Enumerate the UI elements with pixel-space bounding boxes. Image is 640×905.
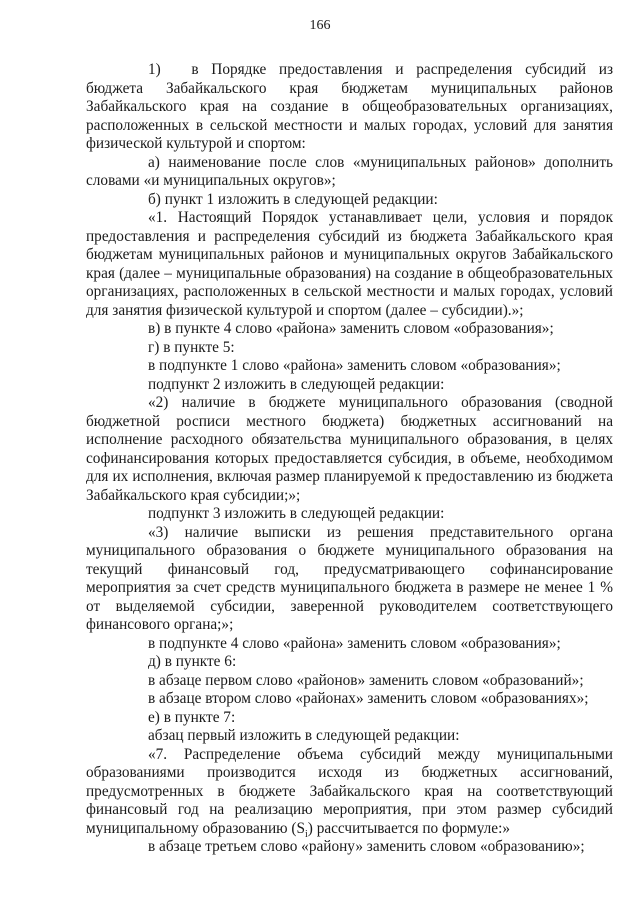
paragraph-9: «2) наличие в бюджете муниципального образования (сводной бюджетной росписи местного бюджета) бюджетных ассигнований на исполнение расходного обязательства муниципального образования, в целях софинансирования которых предоставляется субсидия, в объеме, необходимом для их исполнения, включая размер планируемой к предоставлению из бюджета Забайкальского края субсидии;»;: [86, 394, 613, 504]
paragraph-5: в) в пункте 4 слово «района» заменить словом «образования»;: [148, 320, 554, 337]
paragraph-16: е) в пункте 7:: [148, 708, 236, 726]
formula-subscript: i: [305, 828, 308, 840]
paragraph-10: подпункт 3 изложить в следующей редакции:: [148, 505, 445, 522]
paragraph-1: 1) в Порядке предоставления и распределения субсидий из бюджета Забайкальского края бюджетам муниципальных районов Забайкальского края на создание в общеобразовательных организациях, расположенных в сельской местности и малых городах, условий для занятия физической культурой и спортом:: [86, 61, 613, 152]
paragraph-7: в подпункте 1 слово «района» заменить словом «образования»;: [148, 357, 561, 374]
paragraph-19: в абзаце третьем слово «району» заменить словом «образованию»;: [148, 838, 585, 855]
paragraph-3: б) пункт 1 изложить в следующей редакции:: [148, 190, 438, 208]
paragraph-13: д) в пункте 6:: [148, 653, 237, 670]
paragraph-6: г) в пункте 5:: [148, 338, 235, 356]
paragraph-2: а) наименование после слов «муниципальных районов» дополнить словами «и муниципальных округов»;: [86, 153, 613, 189]
paragraph-11: «3) наличие выписки из решения представительного органа муниципального образования о бюджете муниципального образования на текущий финансовый год, предусматривающего софинансирование мероприятия за счет средств муниципального бюджета в размере не менее 1 % от выделяемой субсидии, заверенной руководителем соответствующего финансового органа;»;: [86, 523, 613, 633]
paragraph-4: «1. Настоящий Порядок устанавливает цели, условия и порядок предоставления и распределения субсидий из бюджета Забайкальского края бюджетам муниципальных районов и муниципальных округов Забайкальского края (далее – муниципальные образования) на создание в общеобразовательных организациях, расположенных в сельской местности и малых городах, условий для занятия физической культурой и спортом (далее – субсидии).»;: [86, 209, 613, 319]
paragraph-18-text: «7. Распределение объема субсидий между муниципальными образованиями производится исходя из бюджетных ассигнований, предусмотренных в бюджете Забайкальского края на соответствующий финансовый год на реализацию мероприятия, при этом размер субсидий муниципальному образованию (S: [86, 745, 613, 837]
paragraph-8: подпункт 2 изложить в следующей редакции:: [148, 375, 445, 393]
paragraph-15: в абзаце втором слово «районах» заменить словом «образованиях»;: [148, 690, 589, 707]
paragraph-12: в подпункте 4 слово «района» заменить словом «образования»;: [148, 634, 561, 652]
paragraph-17: абзац первый изложить в следующей редакции:: [148, 727, 460, 744]
paragraph-18: [86, 746, 613, 839]
paragraph-14: в абзаце первом слово «районов» заменить словом «образований»;: [148, 671, 584, 689]
document-body: [86, 61, 613, 857]
page-number: 166: [309, 18, 331, 33]
formula-tail: ) рассчитывается по формуле:»: [307, 819, 510, 837]
